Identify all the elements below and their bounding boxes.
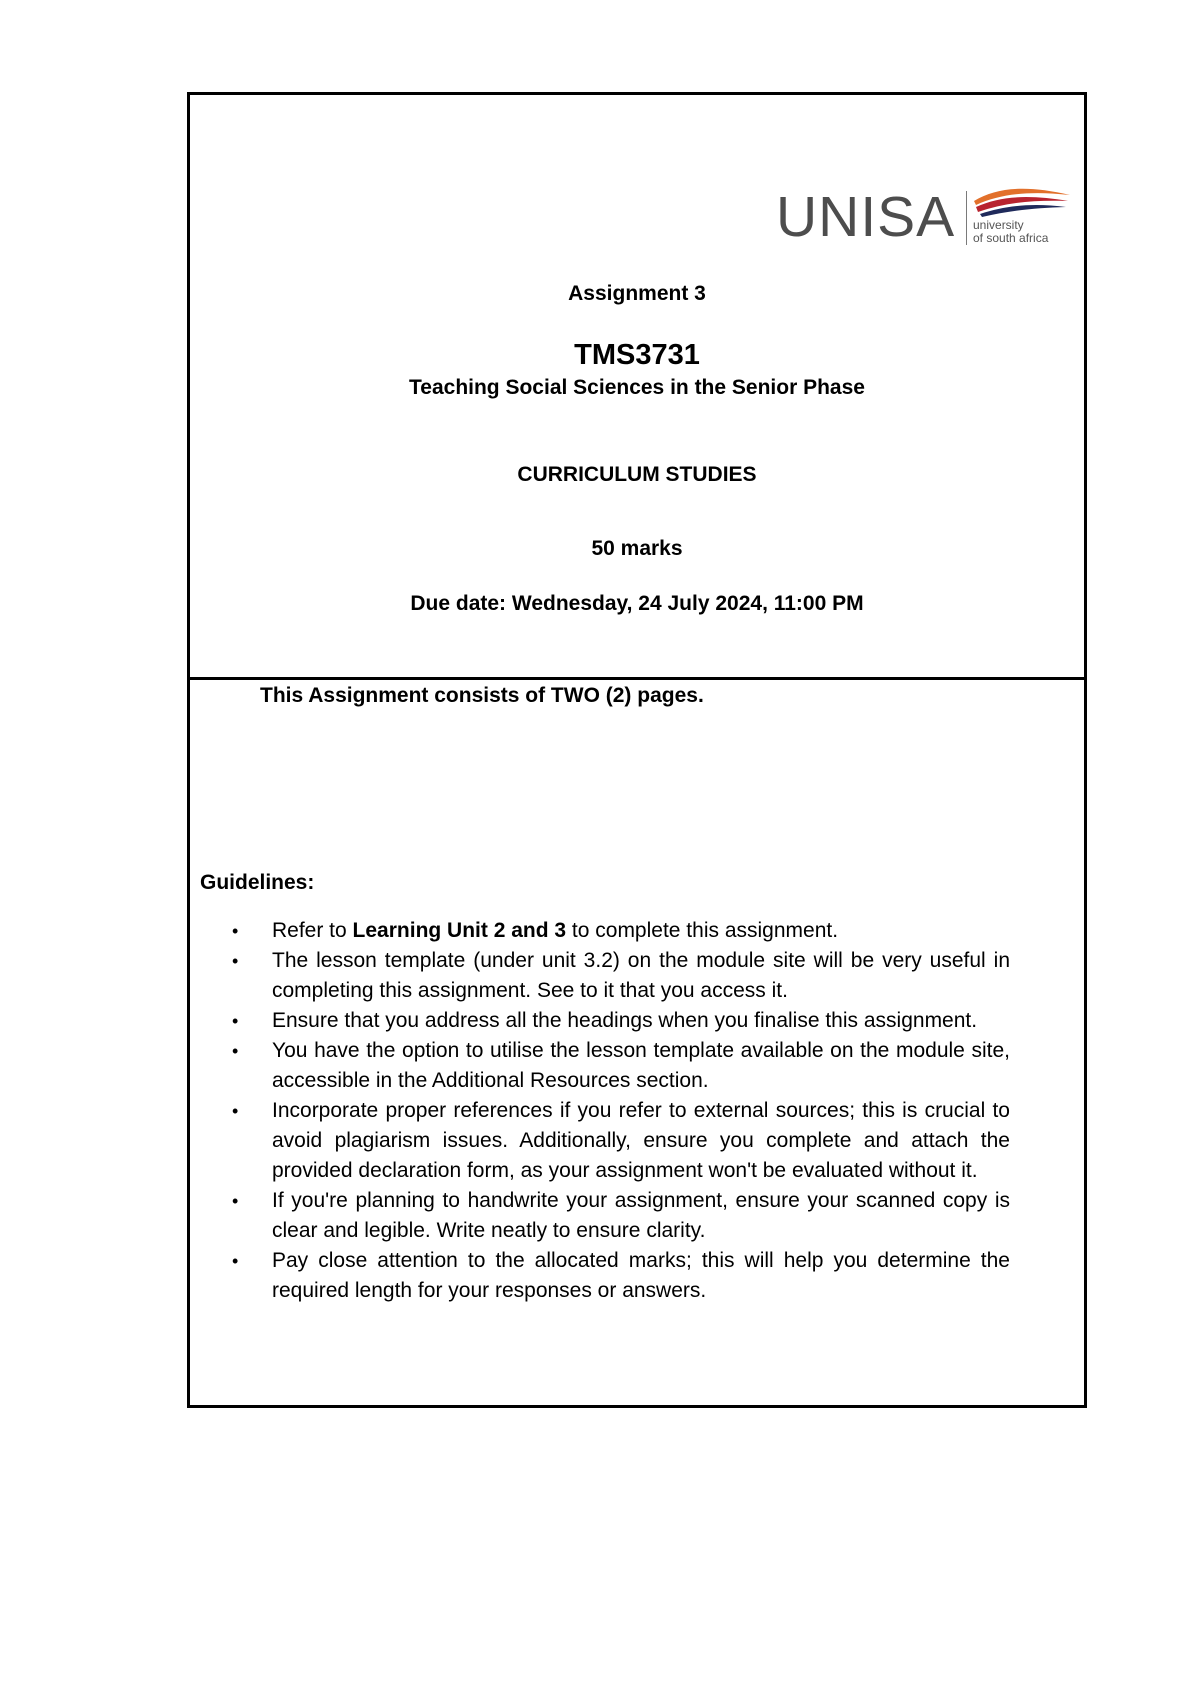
bullet-icon: • xyxy=(232,1191,239,1211)
guideline-item xyxy=(232,1096,1010,1186)
due-date: Due date: Wednesday, 24 July 2024, 11:00 PM xyxy=(410,592,864,615)
unisa-logo xyxy=(776,185,1076,255)
guideline-text: If you're planning to handwrite your assignment, ensure your scanned copy is clear and legible. Write neatly to ensure clarity. xyxy=(272,1189,1010,1242)
logo-tagline-line1: university xyxy=(973,218,1024,232)
bullet-icon: • xyxy=(232,1101,239,1121)
guideline-text: Incorporate proper references if you refer to external sources; this is crucial to avoid plagiarism issues. Additionally, ensure you complete and attach the provided declaration form, as your assignment won't be evaluated without it. xyxy=(272,1099,1010,1182)
bullet-icon: • xyxy=(232,1041,239,1061)
guideline-item xyxy=(232,946,1010,1006)
logo-wordmark: UNISA xyxy=(776,185,956,249)
guideline-item xyxy=(232,1186,1010,1246)
logo-tagline-line2: of south africa xyxy=(973,231,1049,245)
guideline-item xyxy=(232,1246,1010,1306)
guideline-text-start: Refer to xyxy=(272,919,353,942)
guideline-item xyxy=(232,1036,1010,1096)
page-count-note: This Assignment consists of TWO (2) pages. xyxy=(260,684,704,707)
guideline-emphasis: Learning Unit 2 and 3 xyxy=(352,919,567,942)
guidelines-heading: Guidelines: xyxy=(200,871,315,894)
guideline-text: You have the option to utilise the lesson template available on the module site, accessible in the Additional Resources section. xyxy=(272,1039,1010,1092)
assignment-number: Assignment 3 xyxy=(568,282,706,305)
guideline-text-end: to complete this assignment. xyxy=(566,919,839,942)
total-marks: 50 marks xyxy=(591,537,683,560)
bullet-icon: • xyxy=(232,1011,239,1031)
bullet-icon: • xyxy=(232,921,239,941)
logo-divider xyxy=(966,191,967,245)
module-code: TMS3731 xyxy=(574,339,700,371)
bullet-icon: • xyxy=(232,951,239,971)
section-title: CURRICULUM STUDIES xyxy=(517,463,757,486)
bullet-icon: • xyxy=(232,1251,239,1271)
cover-section xyxy=(190,95,1084,680)
guideline-text: The lesson template (under unit 3.2) on the module site will be very useful in completing this assignment. See to it that you access it. xyxy=(272,949,1010,1002)
guideline-item xyxy=(232,916,1010,946)
guideline-text: Ensure that you address all the headings when you finalise this assignment. xyxy=(272,1009,978,1032)
swoosh-icon xyxy=(972,185,1072,219)
guideline-item xyxy=(232,1006,1010,1036)
guideline-text: Pay close attention to the allocated marks; this will help you determine the required length for your responses or answers. xyxy=(272,1249,1010,1302)
module-name: Teaching Social Sciences in the Senior Phase xyxy=(409,376,865,399)
instructions-section xyxy=(190,680,1084,1405)
guidelines-list xyxy=(232,916,1010,1306)
logo-tagline xyxy=(973,219,1048,245)
assignment-frame xyxy=(187,92,1087,1408)
